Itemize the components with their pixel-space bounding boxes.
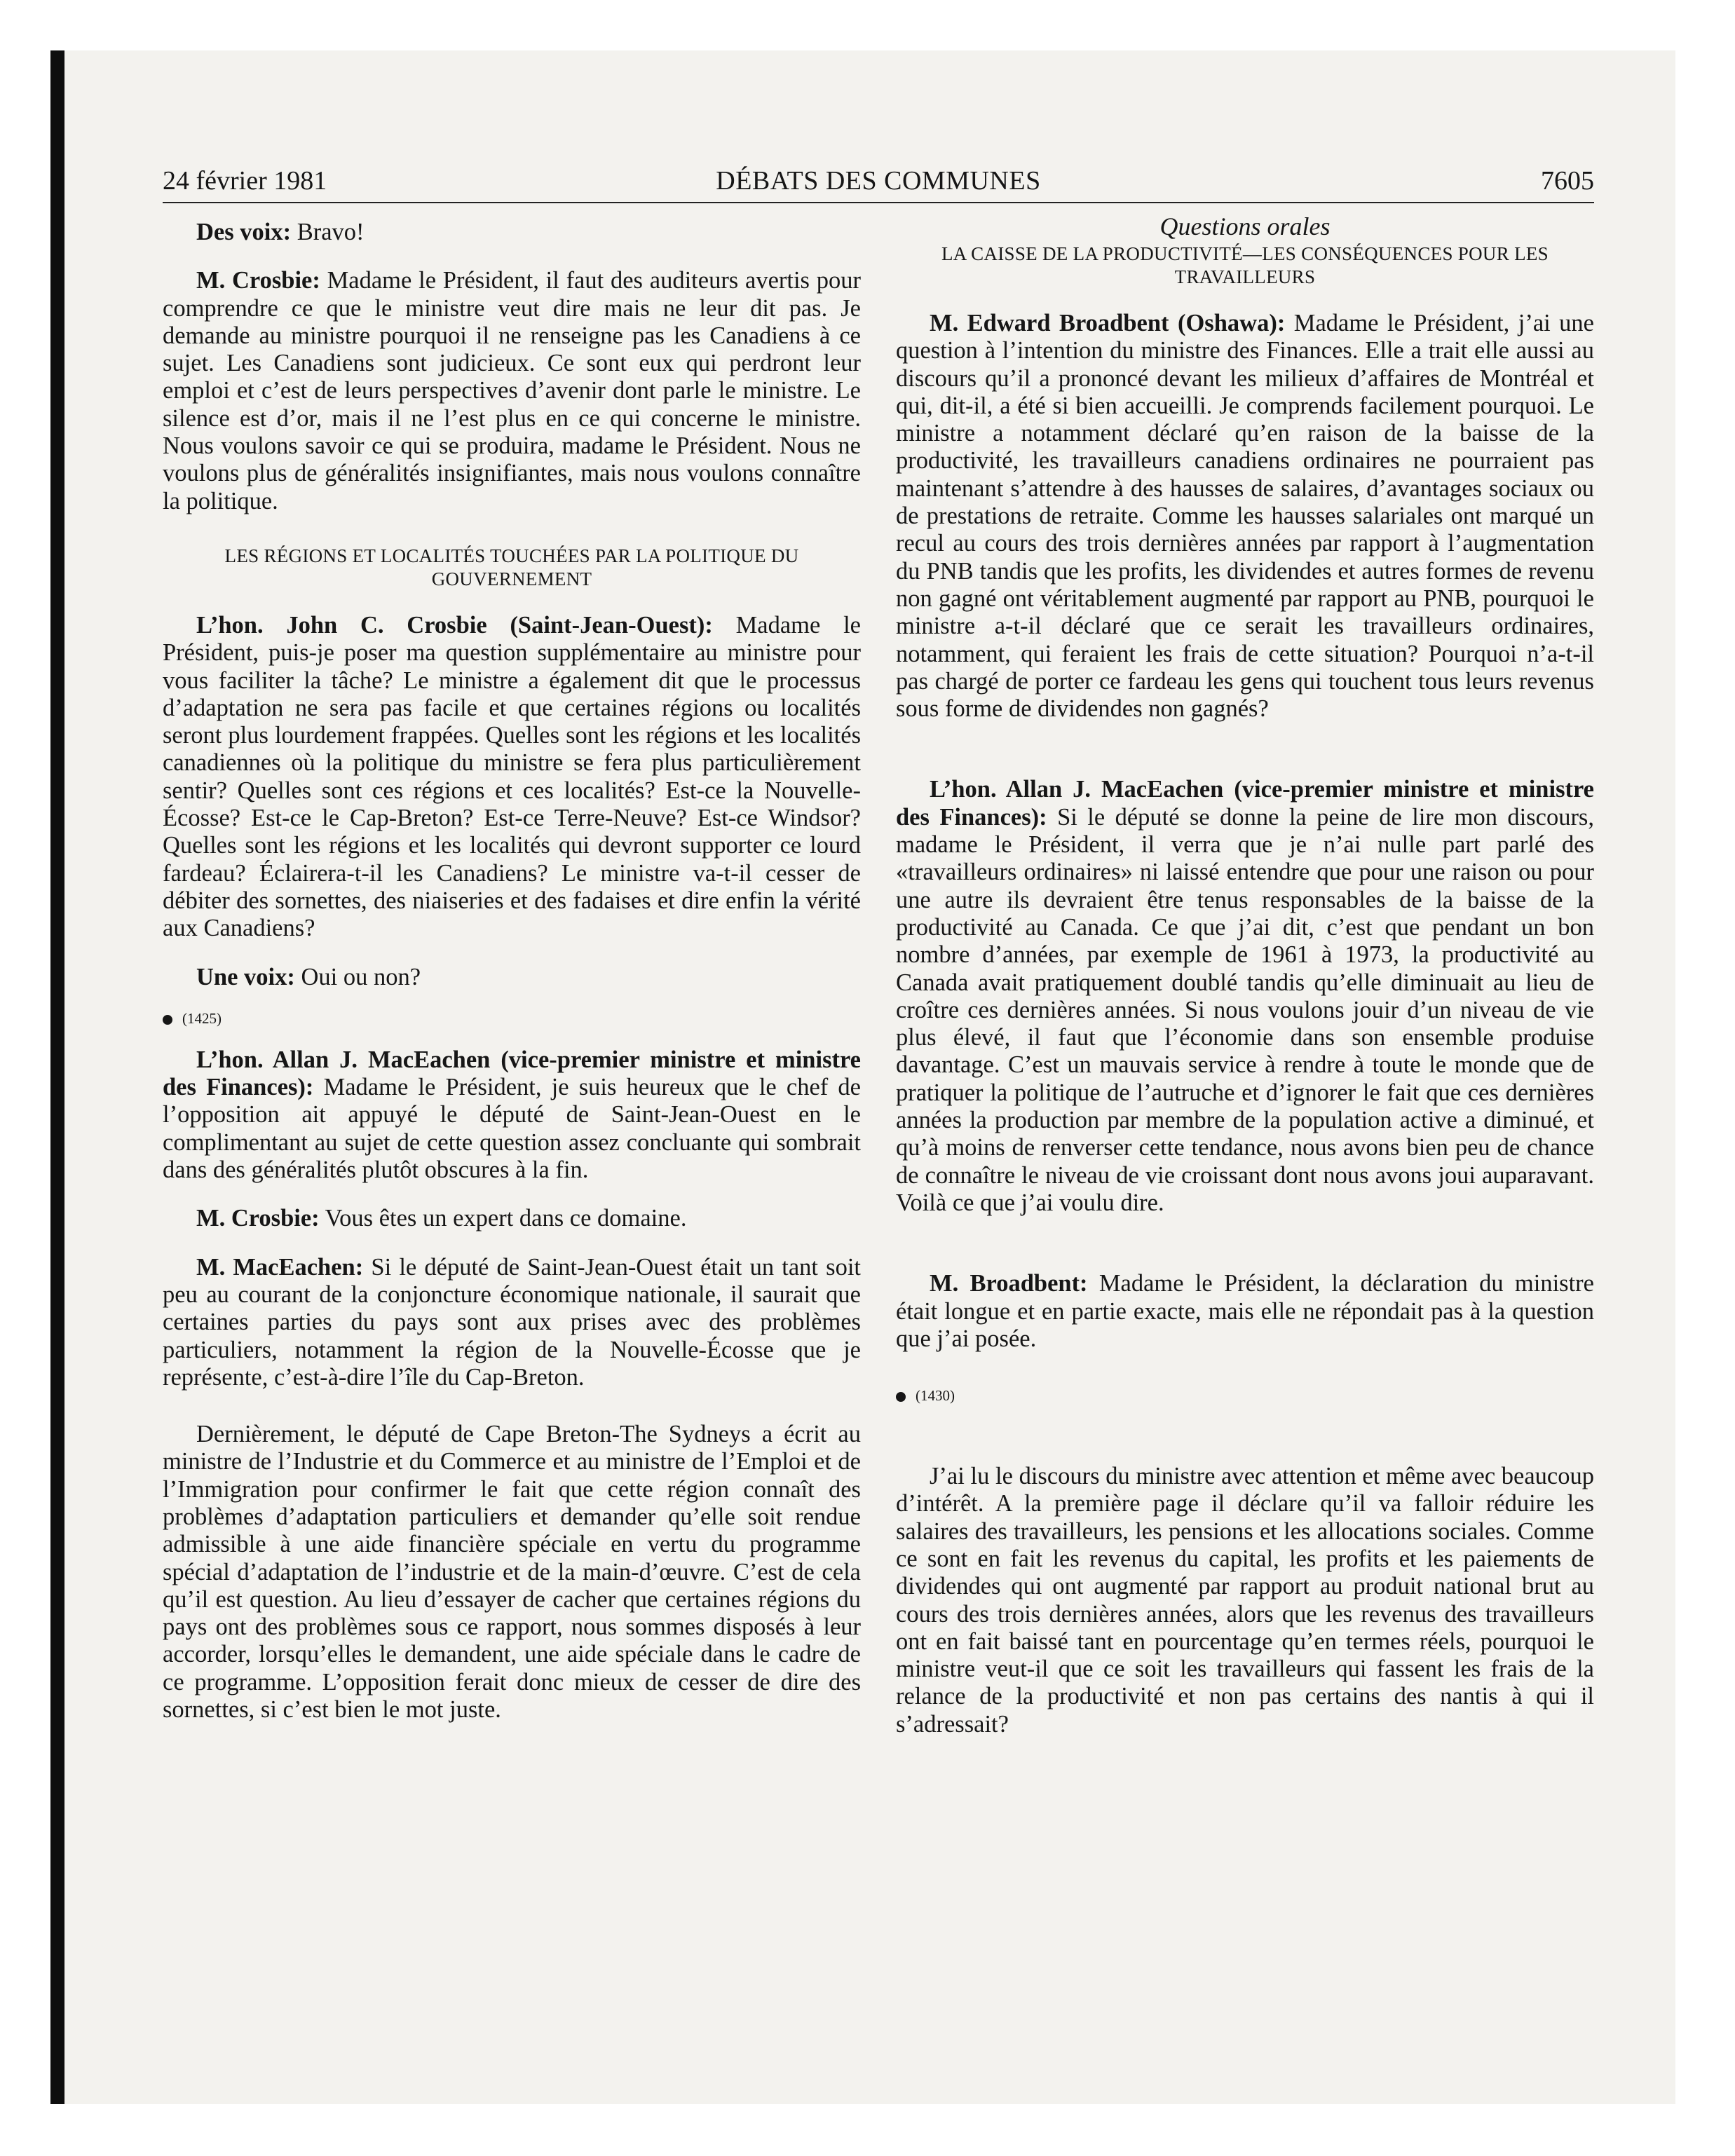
paragraph	[163, 1205, 861, 1232]
speech-text: Madame le Président, je suis heureux que le chef de l’opposition ait appuyé le député de Saint-Jean-Ouest en le complimentant au sujet de cette question assez concluante qui sombrait dans des généralités plutôt obscures à la fin.	[163, 1074, 861, 1184]
binding-edge	[50, 50, 64, 2104]
section-title: LES RÉGIONS ET LOCALITÉS TOUCHÉES PAR LA POLITIQUE DU GOUVERNEMENT	[224, 545, 799, 589]
speaker-name: L’hon. John C. Crosbie (Saint-Jean-Ouest):	[196, 611, 713, 639]
speech-text: Bravo!	[291, 219, 365, 245]
speech-text: Madame le Président, j’ai une question à l’intention du ministre des Finances. Elle a trait elle aussi au discours qu’il a prononcé devant les milieux d’affaires de Montréal et qui, dit-il, a été si bien accueilli. Je comprends facilement pourquoi. Le ministre a notamment déclaré qu’en raison de la baisse de la productivité, les travailleurs canadiens ordinaires ne pourraient pas maintenant s’attendre à des hausses de salaires, d’avantages sociaux ou de prestations de retraite. Comme les hausses salariales ont marqué un recul au cours des trois dernières années par rapport à l’augmentation du PNB tandis que les profits, les dividendes et autres formes de revenu non gagné ont véritablement augmenté par rapport au PNB, pourquoi le ministre a-t-il déclaré que ce serait les travailleurs ordinaires, notamment, qui feraient les frais de cette situation? Pourquoi n’a-t-il pas chargé de porter ce fardeau les gens qui touchent tous leurs revenus sous forme de dividendes non gagnés?	[896, 310, 1594, 723]
page-header	[163, 160, 1594, 202]
speaker-name: L’hon. Allan J. MacEachen (vice-premier ministre et ministre des Finances):	[163, 1046, 861, 1101]
rubric-heading: Questions orales	[1159, 212, 1331, 240]
paragraph: J’ai lu le discours du ministre avec attention et même avec beaucoup d’intérêt. A la première page il déclare qu’il va falloir réduire les salaires des travailleurs, les pensions et les allocations sociales. Comme ce sont en fait les revenus du capital, les profits et les paiements de dividendes qui ont augmenté par rapport au produit national brut au cours des trois dernières années, alors que les revenus des travailleurs ont en fait baissé tant en pourcentage qu’en termes réels, pourquoi le ministre veut-il que ce soit les travailleurs qui fassent les frais de la relance de la productivité et non pas certains des nantis à qui il s’adressait?	[896, 1463, 1594, 1738]
speech-text: Madame le Président, il faut des auditeurs avertis pour comprendre ce que le ministre veut dire mais ne leur dit pas. Je demande au ministre pourquoi il ne renseigne pas les Canadiens à ce sujet. Les Canadiens sont judicieux. Ce sont eux qui perdront leur emploi et c’est de leurs perspectives d’avenir dont parle le ministre. Le silence est d’or, mais il ne l’est plus en ce qui concerne le ministre. Nous voulons savoir ce qui se produira, madame le Président. Nous ne voulons plus de généralités insignifiantes, mais nous voulons connaître la politique.	[163, 267, 862, 514]
header-date: 24 février 1981	[163, 166, 327, 196]
speaker-name: M. Broadbent:	[930, 1270, 1088, 1297]
speech-text: Vous êtes un expert dans ce domaine.	[319, 1205, 687, 1232]
paragraph	[163, 219, 861, 246]
paragraph	[163, 612, 861, 943]
time-marker	[896, 1382, 1594, 1410]
speech-text: Madame le Président, la déclaration du ministre était longue et en partie exacte, mais elle ne répondait pas à la question que j’ai posée.	[896, 1270, 1594, 1352]
paragraph	[163, 1046, 861, 1184]
header-title: DÉBATS DES COMMUNES	[716, 166, 1041, 196]
time-marker-text: (1430)	[916, 1387, 955, 1405]
speech-text: Si le député de Saint-Jean-Ouest était un tant soit peu au courant de la conjoncture économique nationale, il saurait que certaines parties du pays sont aux prises avec des problèmes particuliers, notamment la région de la Nouvelle-Écosse que je représente, c’est-à-dire l’île du Cap-Breton.	[163, 1253, 861, 1391]
speaker-name: Des voix:	[196, 219, 292, 245]
paragraph	[896, 310, 1594, 723]
paragraph: Dernièrement, le député de Cape Breton-The Sydneys a écrit au ministre de l’Industrie et du Commerce et au ministre de l’Emploi et de l’Immigration pour confirmer le fait que cette région connaît des problèmes d’adaptation particuliers et demander qu’elle soit rendue admissible à une aide financière spéciale en vertu du programme spécial d’adaptation de l’industrie et de la main-d’œuvre. C’est de cela qu’il est question. Au lieu d’essayer de cacher que certaines régions du pays ont des problèmes sous ce rapport, nous sommes disposés à leur accorder, lorsqu’elles le demandent, une aide spéciale dans le cadre de ce programme. L’opposition ferait donc mieux de cesser de dire des sornettes, si c’est bien le mot juste.	[163, 1421, 861, 1724]
speaker-name: L’hon. Allan J. MacEachen (vice-premier ministre et ministre des Finances):	[896, 776, 1594, 831]
speaker-name: M. Crosbie:	[196, 267, 320, 294]
time-marker	[163, 1005, 861, 1032]
time-marker-text: (1425)	[182, 1009, 222, 1027]
paragraph	[163, 267, 861, 515]
paragraph	[163, 964, 861, 991]
speaker-name: M. Crosbie:	[196, 1205, 320, 1232]
speech-text: Madame le Président, puis-je poser ma question supplémentaire au ministre pour vous faciliter la tâche? Le ministre a également dit que le processus d’adaptation ne sera pas facile et que certaines régions ou localités seront plus lourdement frappées. Quelles sont les régions et les localités canadiennes où la politique du ministre se fera plus particulièrement sentir? Quelles sont ces régions et ces localités? Est-ce la Nouvelle-Écosse? Est-ce le Cap-Breton? Est-ce Terre-Neuve? Est-ce Windsor? Quelles sont les régions et les localités qui devront supporter ce lourd fardeau? Éclairera-t-il les Canadiens? Le ministre va-t-il cesser de débiter des sornettes, des niaiseries et des fadaises et dire enfin la vérité aux Canadiens?	[163, 611, 861, 942]
speech-text: Oui ou non?	[294, 963, 421, 990]
header-rule	[163, 202, 1594, 203]
page-number: 7605	[1541, 166, 1594, 196]
speech-text: Si le député se donne la peine de lire mon discours, madame le Président, il verra que je n’ai nulle part parlé des «travailleurs ordinaires» ni laissé entendre que pour une raison ou pour une autre ils devraient être tenus responsables de la baisse de la productivité au Canada. Ce que j’ai dit, c’est que pendant un bon nombre d’années, par exemple de 1961 à 1973, la productivité au Canada avait pratiquement doublé tandis qu’elle diminuait au lieu de croître ces dernières années. Si nous voulons jouir d’un niveau de vie plus élevé, il faut que l’économie dans son ensemble produise davantage. C’est un mauvais service à rendre à toute le monde que de pratiquer la politique de l’autruche et d’ignorer le fait que ces dernières années la production par membre de la population active a diminué, et qu’à moins de renverser cette tendance, nous avons bien peu de chance de connaître le niveau de vie croissant dont nous avons joui auparavant. Voilà ce que j’ai voulu dire.	[896, 803, 1594, 1216]
bullet-icon	[163, 1015, 172, 1025]
section-title: LA CAISSE DE LA PRODUCTIVITÉ—LES CONSÉQUENCES POUR LES TRAVAILLEURS	[941, 243, 1549, 287]
speaker-name: M. Edward Broadbent (Oshawa):	[930, 310, 1286, 336]
speaker-name: Une voix:	[196, 963, 295, 990]
paragraph	[896, 1270, 1594, 1353]
speaker-name: M. MacEachen:	[196, 1253, 364, 1281]
paragraph	[163, 1254, 861, 1391]
left-column	[163, 210, 861, 1724]
bullet-icon	[896, 1392, 906, 1402]
paragraph	[896, 776, 1594, 1217]
right-column	[896, 210, 1594, 1738]
